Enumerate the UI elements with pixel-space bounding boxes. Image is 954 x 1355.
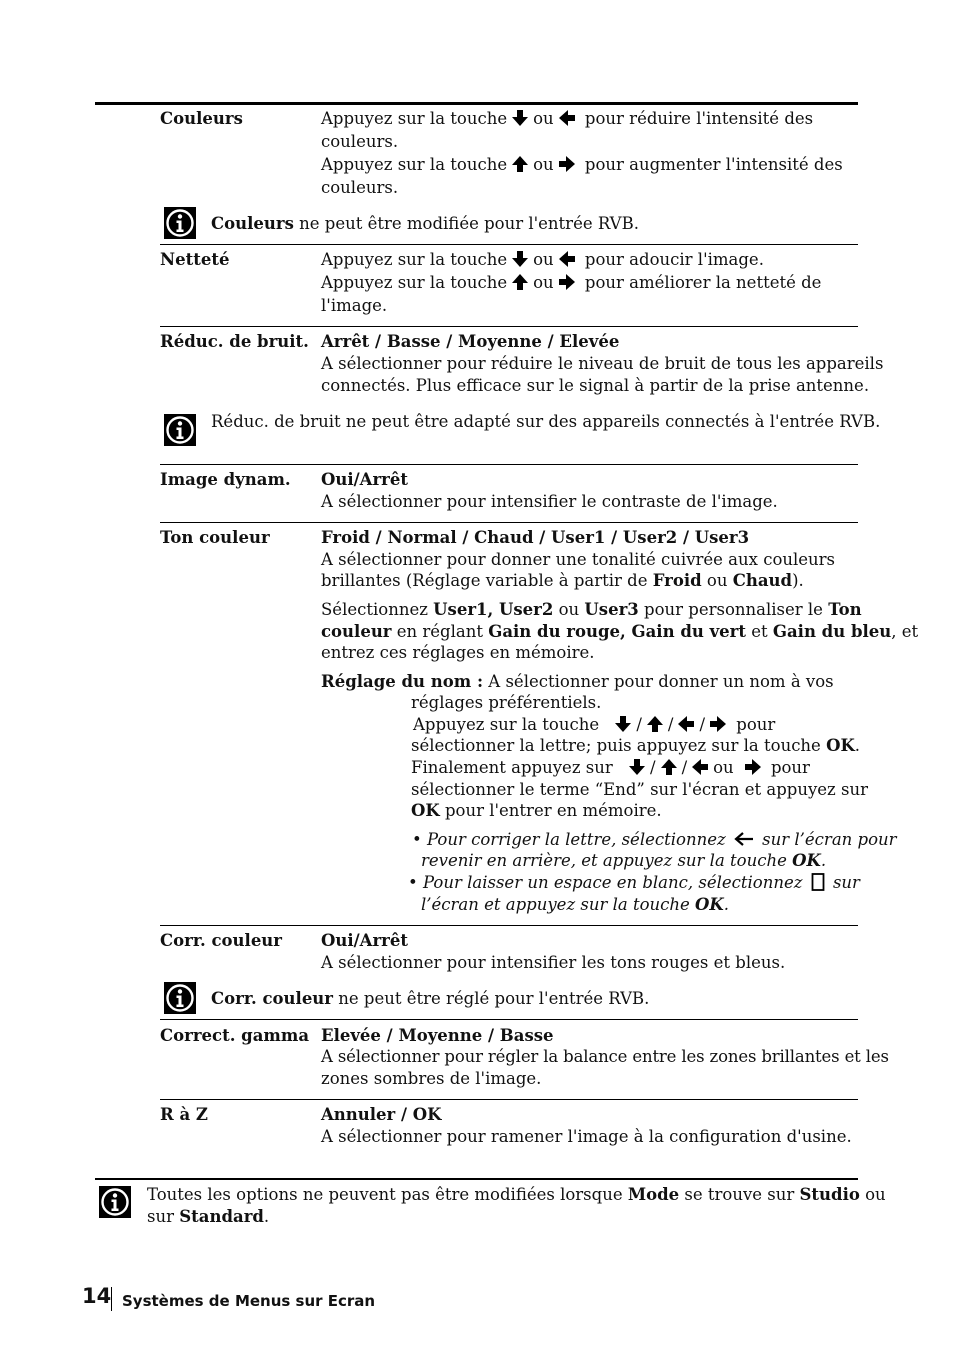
reglage-nom-line-2: réglages préférentiels.: [411, 693, 602, 712]
reglage-nom-line-1: Réglage du nom : A sélectionner pour donner un nom à vos: [321, 672, 834, 691]
section-title: Systèmes de Menus sur Ecran: [122, 1292, 376, 1310]
term-corr-couleur: Corr. couleur: [160, 931, 283, 950]
bruit-line-2: connectés. Plus efficace sur le signal à partir de la prise antenne.: [321, 376, 870, 395]
ton-line-2: brillantes (Réglage variable à partir de Froid ou Chaud).: [321, 571, 804, 590]
term-ton-couleur: Ton couleur: [160, 528, 270, 547]
term-correct-gamma: Correct. gamma: [160, 1026, 310, 1045]
arrow-up-icon: [660, 758, 678, 776]
info-icon: [99, 1186, 131, 1218]
ton-options: Froid / Normal / Chaud / User1 / User2 / User3: [321, 528, 750, 547]
bruit-note: Réduc. de bruit ne peut être adapté sur des appareils connectés à l'entrée RVB.: [211, 412, 881, 431]
dynam-line-1: A sélectionner pour intensifier le contraste de l'image.: [321, 492, 778, 511]
blank-space-icon: [811, 873, 825, 891]
term-nettete: Netteté: [160, 250, 230, 269]
arrow-left-icon: [558, 250, 576, 268]
bottom-note-rule: [95, 1178, 858, 1180]
info-icon: [164, 414, 196, 446]
arrow-right-icon: [558, 273, 576, 291]
arrow-left-icon: [558, 109, 576, 127]
raz-options: Annuler / OK: [321, 1105, 442, 1124]
row-divider: [160, 1099, 858, 1100]
ton-para2-line-2: couleur en réglant Gain du rouge, Gain du vert et Gain du bleu, et: [321, 622, 919, 641]
arrow-left-icon: [691, 758, 709, 776]
corr-note: Corr. couleur ne peut être réglé pour l'entrée RVB.: [211, 989, 650, 1008]
arrow-up-icon: [511, 273, 529, 291]
reglage-nom-line-5: Finalement appuyez sur / / ou pour: [411, 758, 810, 777]
gamma-options: Elevée / Moyenne / Basse: [321, 1026, 554, 1045]
reglage-nom-line-7: OK pour l'entrer en mémoire.: [411, 801, 662, 820]
back-arrow-icon: [734, 832, 754, 846]
bottom-note-line-2: sur Standard.: [147, 1207, 270, 1226]
arrow-right-icon: [558, 155, 576, 173]
row-divider: [160, 244, 858, 245]
couleurs-line-4: couleurs.: [321, 178, 399, 197]
corr-line-1: A sélectionner pour intensifier les tons rouges et bleus.: [321, 953, 786, 972]
couleurs-line-2: couleurs.: [321, 132, 399, 151]
arrow-up-icon: [511, 155, 529, 173]
dynam-options: Oui/Arrêt: [321, 470, 408, 489]
row-divider: [160, 1019, 858, 1020]
arrow-down-icon: [614, 715, 632, 733]
nettete-line-3: l'image.: [321, 296, 388, 315]
raz-line-1: A sélectionner pour ramener l'image à la configuration d'usine.: [321, 1127, 852, 1146]
bruit-line-1: A sélectionner pour réduire le niveau de bruit de tous les appareils: [321, 354, 884, 373]
arrow-right-icon: [744, 758, 762, 776]
arrow-down-icon: [628, 758, 646, 776]
info-icon: [164, 982, 196, 1014]
couleurs-note: Couleurs ne peut être modifiée pour l'entrée RVB.: [211, 214, 639, 233]
footer-divider: [111, 1287, 112, 1311]
arrow-up-icon: [646, 715, 664, 733]
bottom-note-line-1: Toutes les options ne peuvent pas être modifiées lorsque Mode se trouve sur Studio ou: [147, 1185, 886, 1204]
row-divider: [160, 464, 858, 465]
top-rule: [95, 102, 858, 105]
couleurs-line-1: Appuyez sur la touche ou pour réduire l'intensité des: [321, 109, 814, 128]
arrow-left-icon: [677, 715, 695, 733]
nettete-line-1: Appuyez sur la touche ou pour adoucir l'image.: [321, 250, 764, 269]
gamma-line-1: A sélectionner pour régler la balance entre les zones brillantes et les: [321, 1047, 889, 1066]
term-image-dynam: Image dynam.: [160, 470, 291, 489]
arrow-right-icon: [709, 715, 727, 733]
corr-options: Oui/Arrêt: [321, 931, 408, 950]
bullet-2-line-1: • Pour laisser un espace en blanc, sélectionnez sur: [408, 873, 860, 892]
bruit-options: Arrêt / Basse / Moyenne / Elevée: [321, 332, 620, 351]
bullet-1-line-2: revenir en arrière, et appuyez sur la touche OK.: [421, 851, 827, 870]
reglage-nom-line-6: sélectionner le terme “End” sur l'écran et appuyez sur: [411, 780, 868, 799]
arrow-down-icon: [511, 250, 529, 268]
page-number: 14: [82, 1284, 112, 1308]
nettete-line-2: Appuyez sur la touche ou pour améliorer la netteté de: [321, 273, 822, 292]
bullet-1-line-1: • Pour corriger la lettre, sélectionnez sur l’écran pour: [412, 830, 897, 849]
reglage-nom-line-3: Appuyez sur la touche / / / pour: [413, 715, 776, 734]
ton-para2-line-3: entrez ces réglages en mémoire.: [321, 643, 595, 662]
row-divider: [160, 522, 858, 523]
gamma-line-2: zones sombres de l'image.: [321, 1069, 542, 1088]
row-divider: [160, 925, 858, 926]
ton-line-1: A sélectionner pour donner une tonalité cuivrée aux couleurs: [321, 550, 836, 569]
term-couleurs: Couleurs: [160, 109, 243, 128]
arrow-down-icon: [511, 109, 529, 127]
row-divider: [160, 326, 858, 327]
info-icon: [164, 207, 196, 239]
ton-para2-line-1: Sélectionnez User1, User2 ou User3 pour personnaliser le Ton: [321, 600, 862, 619]
bullet-2-line-2: l’écran et appuyez sur la touche OK.: [421, 895, 729, 914]
term-reduc-bruit: Réduc. de bruit.: [160, 332, 309, 351]
term-raz: R à Z: [160, 1105, 208, 1124]
couleurs-line-3: Appuyez sur la touche ou pour augmenter l'intensité des: [321, 155, 843, 174]
reglage-nom-line-4: sélectionner la lettre; puis appuyez sur la touche OK.: [411, 736, 861, 755]
